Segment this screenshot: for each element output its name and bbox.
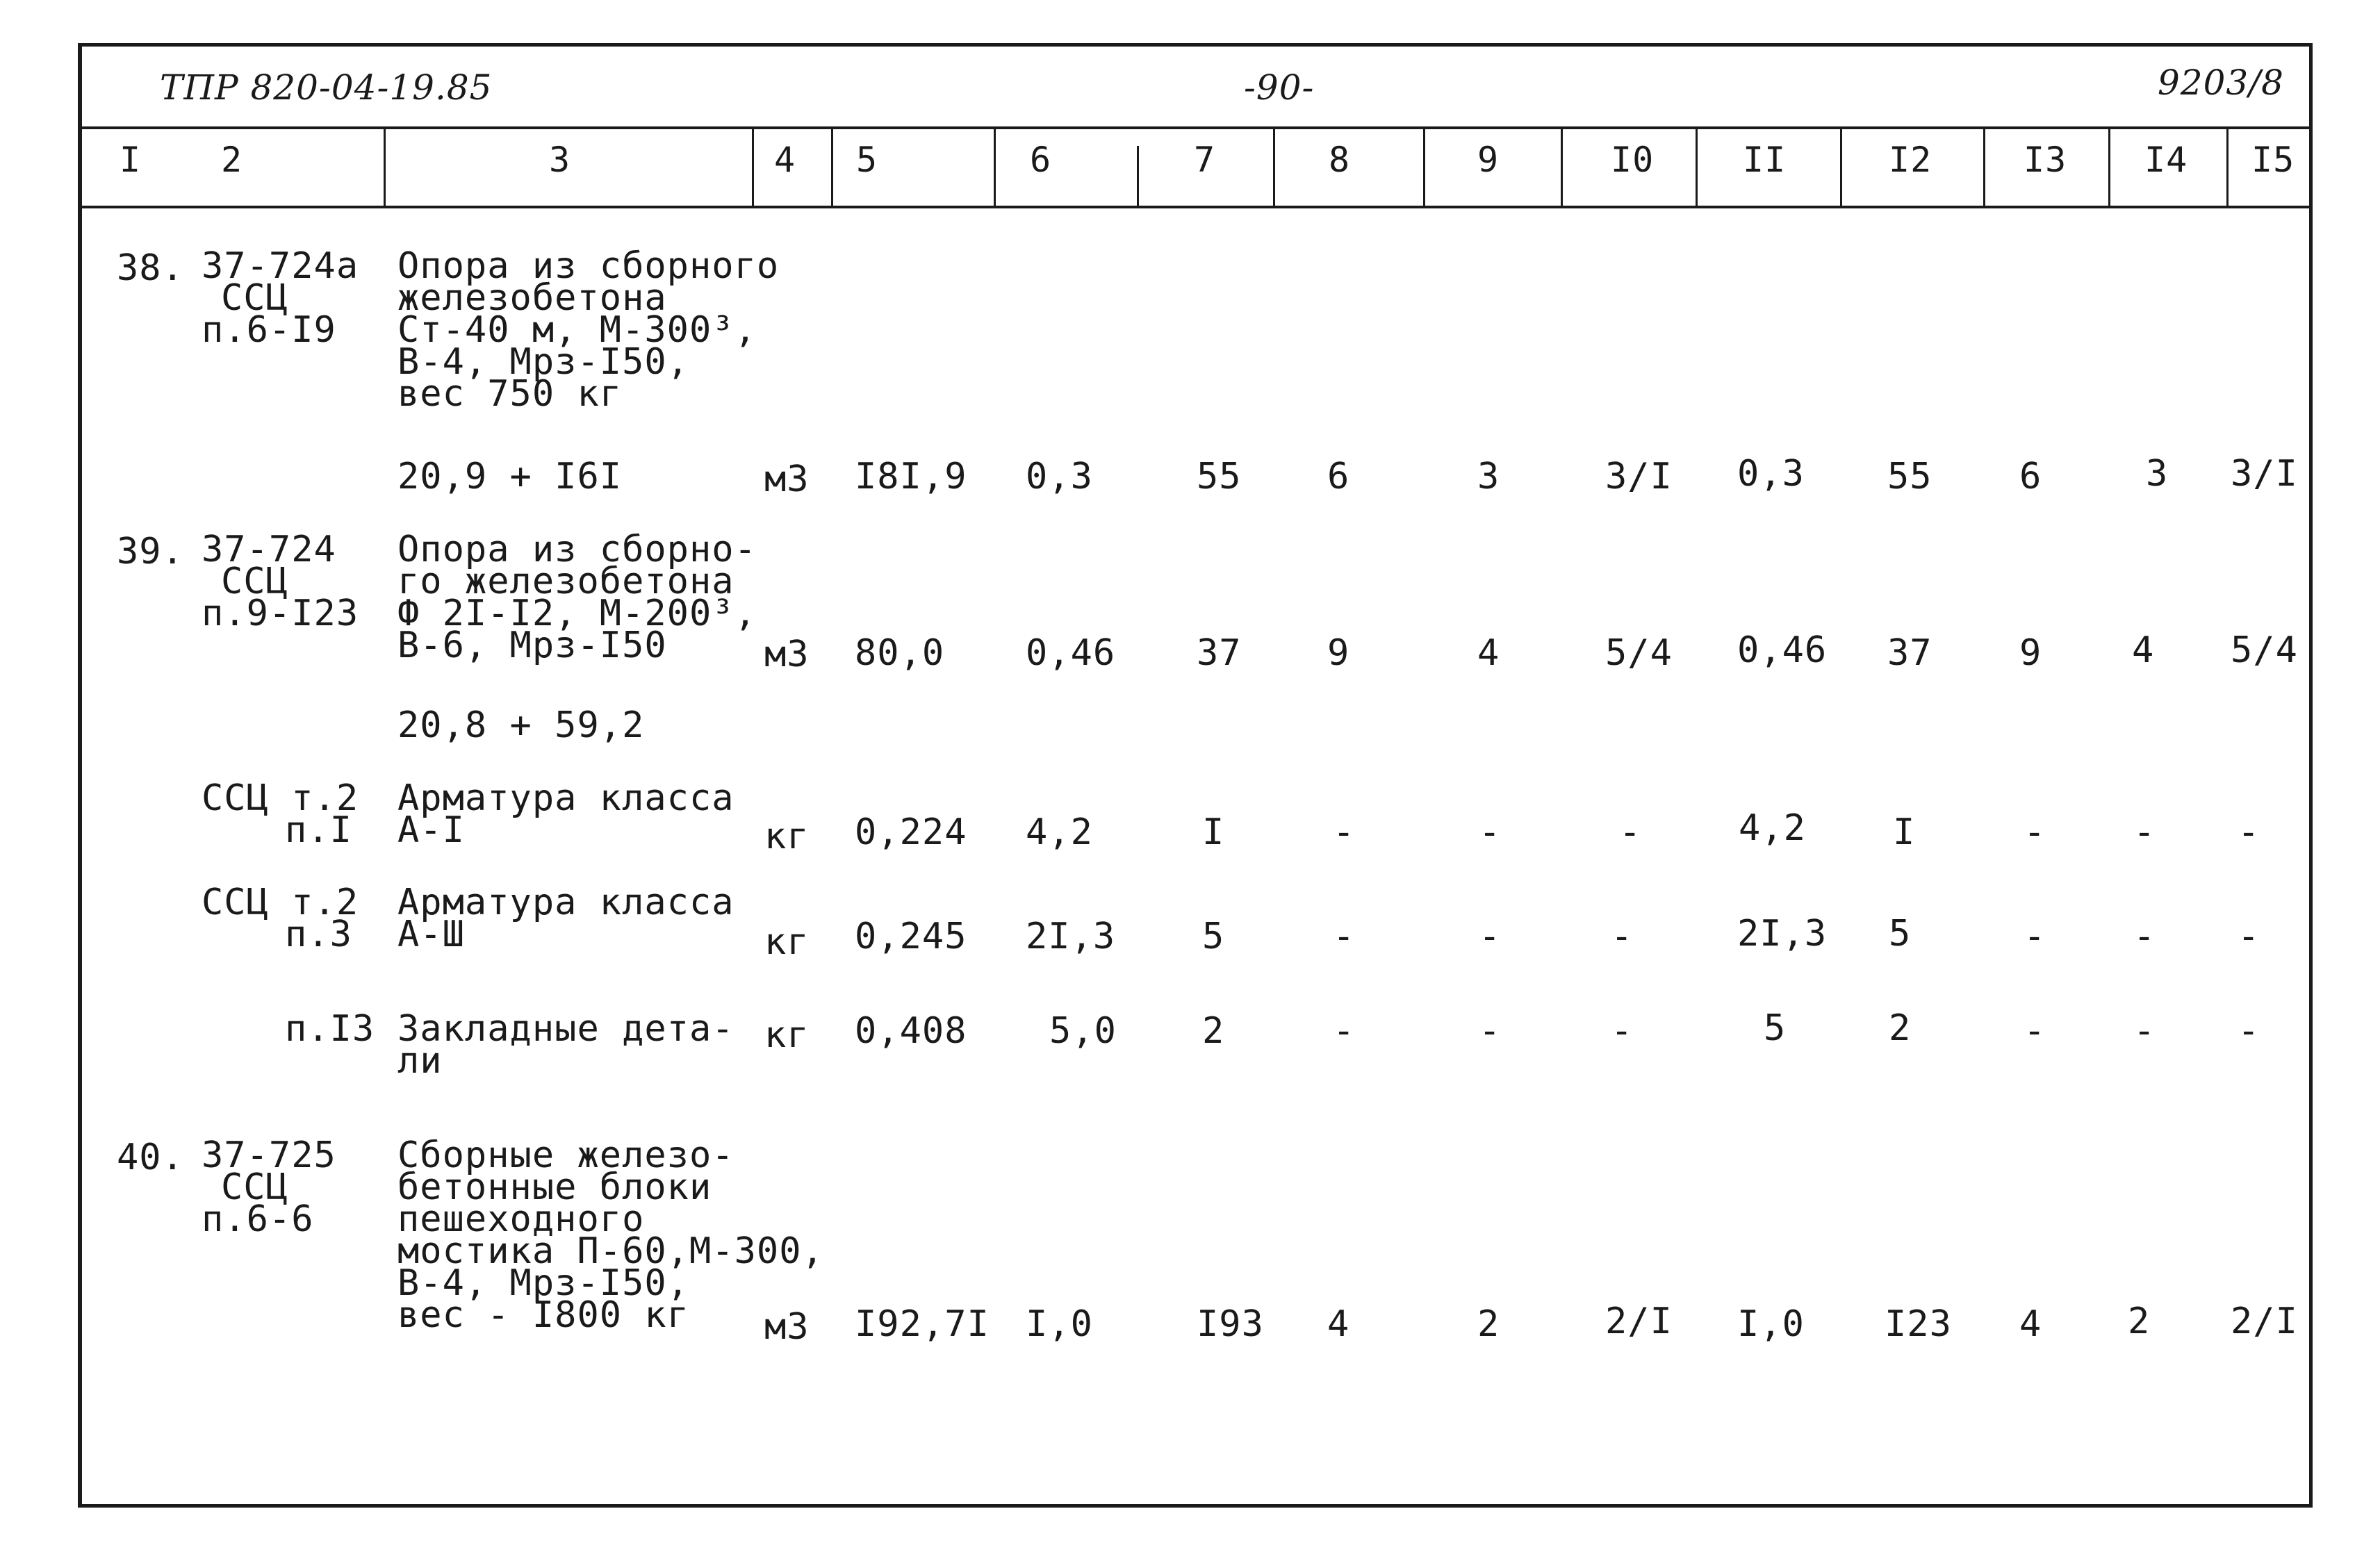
col-divider bbox=[2226, 128, 2229, 206]
calc-formula: 20,8 + 59,2 bbox=[397, 704, 645, 746]
col-divider bbox=[384, 128, 386, 206]
item-description: Арматура класса bbox=[397, 882, 734, 923]
value-col7: I bbox=[1202, 811, 1225, 853]
item-description: вес 750 кг bbox=[397, 373, 623, 415]
value-col15: - bbox=[2238, 1010, 2260, 1052]
norm-code: п.I bbox=[285, 809, 352, 851]
item-description: В-6, Мрз-I50 bbox=[397, 625, 667, 666]
page-number: -90- bbox=[1244, 67, 1315, 108]
col-divider bbox=[1137, 146, 1139, 206]
value-col10: 2/I bbox=[1605, 1301, 1673, 1342]
col-divider bbox=[1273, 128, 1275, 206]
value-col14: 2 bbox=[2128, 1301, 2151, 1342]
norm-code: 37-724а bbox=[202, 245, 359, 287]
value-col10: - bbox=[1611, 1010, 1634, 1052]
col-header-15: I5 bbox=[2251, 140, 2295, 180]
value-col9: 4 bbox=[1477, 632, 1500, 674]
value-col6: 0,3 bbox=[1026, 456, 1093, 497]
item-description: железобетона bbox=[397, 277, 667, 319]
value-col8: - bbox=[1333, 811, 1356, 853]
value-col5: 0,408 bbox=[855, 1010, 967, 1052]
value-col9: - bbox=[1479, 916, 1502, 957]
value-col14: - bbox=[2133, 811, 2156, 853]
item-description: вес - I800 кг bbox=[397, 1294, 689, 1336]
value-col13: - bbox=[2024, 916, 2046, 957]
col-header-9: 9 bbox=[1477, 140, 1500, 180]
col-header-10: I0 bbox=[1611, 140, 1655, 180]
col-divider bbox=[2108, 128, 2110, 206]
value-col5: I8I,9 bbox=[855, 456, 967, 497]
norm-code: п.6-6 bbox=[202, 1198, 314, 1240]
item-description: В-4, Мрз-I50, bbox=[397, 341, 689, 383]
value-col14: - bbox=[2133, 1010, 2156, 1052]
value-col14: 4 bbox=[2132, 629, 2155, 671]
value-col6: 2I,3 bbox=[1026, 916, 1116, 957]
norm-code: ССЦ bbox=[221, 1166, 288, 1208]
calc-formula: 20,9 + I6I bbox=[397, 456, 623, 497]
col-header-11: II bbox=[1743, 140, 1787, 180]
row-number: 40. bbox=[117, 1137, 184, 1178]
col-header-13: I3 bbox=[2024, 140, 2067, 180]
item-description: пешеходного bbox=[397, 1198, 645, 1240]
norm-code: п.6-I9 bbox=[202, 309, 336, 351]
item-description: ли bbox=[397, 1040, 443, 1082]
value-col10: - bbox=[1619, 811, 1642, 853]
row-number: 39. bbox=[117, 531, 184, 572]
item-description: Ст-40 м, М-300³, bbox=[397, 309, 757, 351]
col-divider bbox=[1983, 128, 1985, 206]
value-col9: 3 bbox=[1477, 456, 1500, 497]
value-col10: 3/I bbox=[1605, 456, 1673, 497]
value-col11: I,0 bbox=[1737, 1303, 1805, 1345]
value-col11: 2I,3 bbox=[1737, 913, 1828, 955]
col-header-7: 7 bbox=[1194, 140, 1216, 180]
value-col13: - bbox=[2024, 1010, 2046, 1052]
item-description: Закладные дета- bbox=[397, 1008, 734, 1050]
value-col8: 9 bbox=[1327, 632, 1350, 674]
col-divider bbox=[1840, 128, 1842, 206]
value-col15: 3/I bbox=[2231, 453, 2298, 495]
value-col8: - bbox=[1333, 1010, 1356, 1052]
value-col15: - bbox=[2238, 916, 2260, 957]
col-divider bbox=[1423, 128, 1425, 206]
item-description: Сборные железо- bbox=[397, 1135, 734, 1176]
item-description: А-I bbox=[397, 809, 465, 851]
norm-code: п.9-I23 bbox=[202, 593, 359, 634]
item-description: го железобетона bbox=[397, 561, 734, 602]
value-col8: 6 bbox=[1327, 456, 1350, 497]
sheet-ref: 9203/8 bbox=[2158, 63, 2284, 103]
value-col8: - bbox=[1333, 916, 1356, 957]
value-col10: 5/4 bbox=[1605, 632, 1673, 674]
value-col12: I23 bbox=[1885, 1303, 1952, 1345]
value-col5: 0,245 bbox=[855, 916, 967, 957]
unit: кг bbox=[764, 921, 810, 963]
value-col5: 0,224 bbox=[855, 811, 967, 853]
value-col11: 4,2 bbox=[1739, 807, 1806, 849]
column-header-rule bbox=[78, 206, 2313, 208]
value-col9: 2 bbox=[1477, 1303, 1500, 1345]
item-description: Опора из сборно- bbox=[397, 529, 757, 570]
value-col5: 80,0 bbox=[855, 632, 945, 674]
col-divider bbox=[1696, 128, 1698, 206]
value-col6: 4,2 bbox=[1026, 811, 1093, 853]
col-header-12: I2 bbox=[1889, 140, 1932, 180]
item-description: Ф 2I-I2, М-200³, bbox=[397, 593, 757, 634]
value-col8: 4 bbox=[1327, 1303, 1350, 1345]
value-col12: 5 bbox=[1889, 913, 1912, 955]
norm-code: п.I3 bbox=[285, 1008, 375, 1050]
col-header-6: 6 bbox=[1030, 140, 1052, 180]
col-header-2: 2 bbox=[221, 140, 243, 180]
row-number: 38. bbox=[117, 247, 184, 289]
value-col7: 2 bbox=[1202, 1010, 1225, 1052]
value-col11: 5 bbox=[1764, 1007, 1787, 1049]
unit: м3 bbox=[764, 459, 810, 500]
col-divider bbox=[994, 128, 996, 206]
col-header-8: 8 bbox=[1329, 140, 1351, 180]
value-col7: 5 bbox=[1202, 916, 1225, 957]
norm-code: п.3 bbox=[285, 914, 352, 955]
value-col5: I92,7I bbox=[855, 1303, 990, 1345]
col-header-3: 3 bbox=[549, 140, 571, 180]
value-col14: 3 bbox=[2146, 453, 2169, 495]
norm-code: ССЦ bbox=[221, 561, 288, 602]
item-description: Арматура класса bbox=[397, 777, 734, 819]
value-col13: - bbox=[2024, 811, 2046, 853]
value-col6: 5,0 bbox=[1049, 1010, 1117, 1052]
item-description: бетонные блоки bbox=[397, 1166, 712, 1208]
value-col12: I bbox=[1893, 811, 1916, 853]
item-description: А-Ш bbox=[397, 914, 465, 955]
value-col15: 2/I bbox=[2231, 1301, 2298, 1342]
item-description: мостика П-60,М-300, bbox=[397, 1230, 824, 1272]
value-col7: I93 bbox=[1197, 1303, 1264, 1345]
norm-code: 37-725 bbox=[202, 1135, 336, 1176]
value-col9: - bbox=[1479, 1010, 1502, 1052]
norm-code: ССЦ bbox=[221, 277, 288, 319]
value-col6: 0,46 bbox=[1026, 632, 1116, 674]
unit: м3 bbox=[764, 634, 810, 675]
value-col12: 37 bbox=[1887, 632, 1932, 674]
value-col15: 5/4 bbox=[2231, 629, 2298, 671]
value-col7: 55 bbox=[1197, 456, 1242, 497]
col-divider bbox=[831, 128, 833, 206]
col-divider bbox=[1561, 128, 1563, 206]
value-col13: 6 bbox=[2019, 456, 2042, 497]
header-rule bbox=[78, 126, 2313, 129]
unit: м3 bbox=[764, 1306, 810, 1348]
value-col11: 0,46 bbox=[1737, 629, 1828, 671]
col-header-5: 5 bbox=[856, 140, 878, 180]
doc-code: ТПР 820-04-19.85 bbox=[160, 67, 493, 108]
unit: кг bbox=[764, 1014, 810, 1056]
value-col9: - bbox=[1479, 811, 1502, 853]
value-col13: 4 bbox=[2019, 1303, 2042, 1345]
value-col14: - bbox=[2133, 916, 2156, 957]
col-header-14: I4 bbox=[2144, 140, 2188, 180]
norm-code: ССЦ т.2 bbox=[202, 882, 359, 923]
norm-code: ССЦ т.2 bbox=[202, 777, 359, 819]
value-col11: 0,3 bbox=[1737, 453, 1805, 495]
value-col10: - bbox=[1611, 916, 1634, 957]
item-description: В-4, Мрз-I50, bbox=[397, 1262, 689, 1304]
unit: кг bbox=[764, 816, 810, 857]
col-header-1: I bbox=[120, 140, 142, 180]
value-col13: 9 bbox=[2019, 632, 2042, 674]
col-divider bbox=[752, 128, 754, 206]
col-header-4: 4 bbox=[774, 140, 796, 180]
value-col12: 2 bbox=[1889, 1007, 1912, 1049]
value-col7: 37 bbox=[1197, 632, 1242, 674]
item-description: Опора из сборного bbox=[397, 245, 780, 287]
value-col12: 55 bbox=[1887, 456, 1932, 497]
value-col6: I,0 bbox=[1026, 1303, 1093, 1345]
value-col15: - bbox=[2238, 811, 2260, 853]
norm-code: 37-724 bbox=[202, 529, 336, 570]
